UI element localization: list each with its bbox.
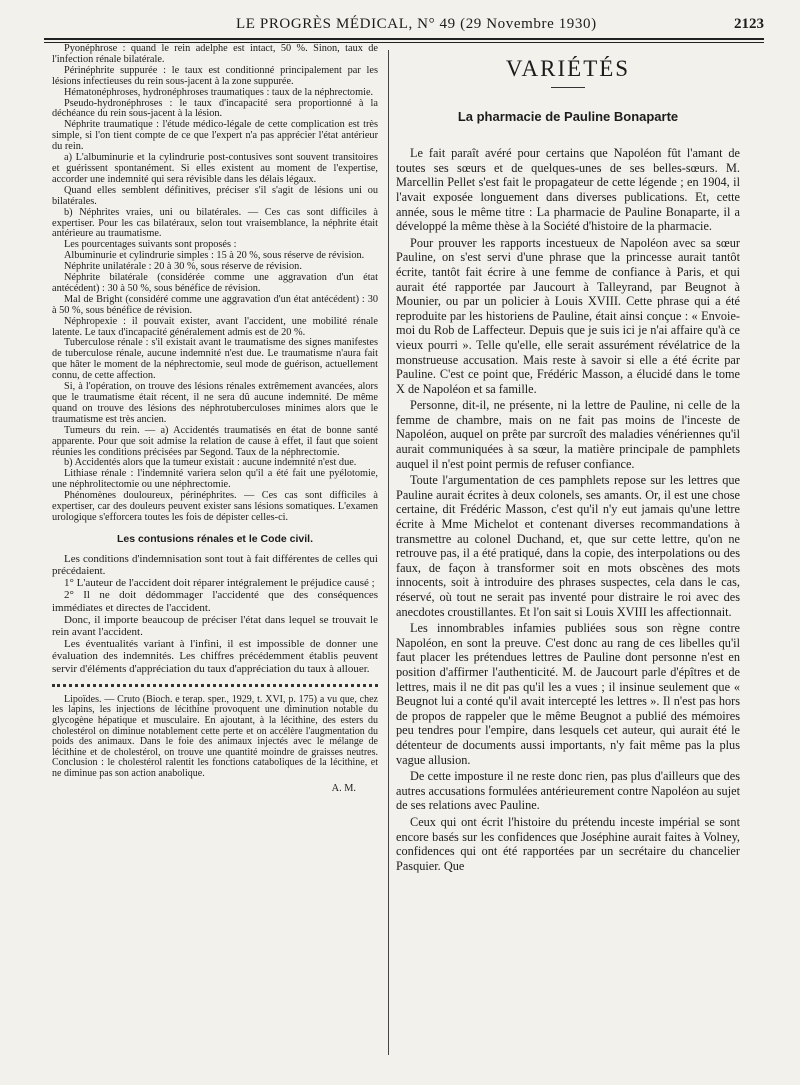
paragraph: Toute l'argumentation de ces pamphlets repose sur les lettres que Pauline aurait écrites à deux colonels, ses amants. Or, il est une chose certaine, dit Frédéric Masson, c'est qu'il n'y eut jamais qu'une lettre écrite à Mme Michelot et contenant diverses recommandations à transmettre au colonel Duchand, et, que sur cette lettre, qu'on ne retrouve pas, il a été pratiqué, dans la copie, des interpolations ou des faux, de façon à transformer soit en mots obscènes des mots innocents, soit à introduire des phrases suspectes, cela dans le cas, réservé, où tout ne serait pas inventé pour distraire le roi avec des anecdotes croustillantes. Et l'on sait si Louis XVIII les affectionnait.	[396, 473, 740, 619]
paragraph: Quand elles semblent définitives, préciser s'il s'agit de lésions uni ou bilatérales.	[52, 184, 378, 207]
paragraph: Pyonéphrose : quand le rein adelphe est intact, 50 %. Sinon, taux de l'infection rénale bilatérale.	[52, 43, 378, 65]
paragraph: Mal de Bright (considéré comme une aggravation d'un état antécédent) : 30 à 50 %, sous bénéfice de révision.	[52, 293, 378, 316]
column-separator	[388, 50, 389, 1055]
paragraph: a) L'albuminurie et la cylindrurie post-contusives sont souvent transitoires et guérissent spontanément. Si elles existent au moment de l'expertise, accorder une indemnité qui sera révisible dans les délais légaux.	[52, 152, 378, 185]
paragraph: Albuminurie et cylindrurie simples : 15 à 20 %, sous réserve de révision.	[64, 250, 365, 262]
paragraph: Ceux qui ont écrit l'histoire du prétendu inceste impérial se sont encore basés sur les confidences que Joséphine aurait faites à Volney, confidences qui ont été rapportées par un secrétaire du chancelier Pasquier. Que	[396, 814, 740, 873]
paragraph: Tumeurs du rein. — a) Accidentés traumatisés en état de bonne santé apparente. Pour que soit admise la relation de cause à effet, il faut que soient réunies les conditions précisées par Segond. Taux de la néphrectomie.	[52, 424, 378, 458]
paragraph: Pseudo-hydronéphroses : le taux d'incapacité sera proportionné à la déchéance du rein sous-jacent à la lésion.	[52, 97, 378, 120]
signature: A. M.	[331, 782, 356, 794]
dotted-separator	[52, 684, 378, 687]
right-column	[396, 56, 740, 875]
paragraph: Néphrite bilatérale (considérée comme une aggravation d'un état antécédent) : 30 à 50 %, sous bénéfice de révision.	[52, 272, 378, 294]
paragraph: Hématonéphroses, hydronéphroses traumatiques : taux de la néphrectomie.	[64, 86, 374, 98]
abstract-paragraph: Lipoïdes. — Cruto (Bioch. e terap. sper., 1929, t. XVI, p. 175) a vu que, chez les lapins, les injections de lécithine provoquent une diminution notable du glycogène hépatique et musculaire. En ajoutant, à la lécithine, des esters du cholestérol on diminue notablement cette perte et on accélère l'augmentation du poids des animaux. Dans le foie des animaux injectés avec le mélange de lécithine et de cholestérol, on trouve une quantité moindre de graisses neutres. Conclusion : le cholestérol ralentit les fonctions cataboliques de la lécithine, et ne diminue pas son action anabolique.	[52, 693, 378, 779]
paragraph: Néphropexie : il pouvait exister, avant l'accident, une mobilité rénale latente. Le taux d'incapacité généralement admis est de 20 %.	[52, 315, 378, 338]
article-title: La pharmacie de Pauline Bonaparte	[457, 108, 679, 124]
paragraph: Pour prouver les rapports incestueux de Napoléon avec sa sœur Pauline, on s'est servi d'une phrase que la princesse aurait tantôt écrite, tantôt fait écrire à une femme de confiance à Paris, et qui aurait été rapportée par Jaucourt à Talleyrand, par Beugnot à Mounier, ou par un policier à Louis XVIII. Cette phrase qui a été reproduite par les historiens de Pauline, était ainsi conçue : « Envoie-moi du Rob de Laffecteur. Depuis que je suis ici je n'ai affaire qu'à ce vieux pourri ». Telle qu'elle, elle serait assurément révélatrice de la monstrueuse accusation. Mais reste à savoir si elle a été écrite par Pauline. C'est ce point que, Frédéric Masson, a élucidé dans le tome X de Napoléon et sa famille.	[396, 235, 740, 396]
paragraph: Donc, il importe beaucoup de préciser l'état dans lequel se trouvait le rein avant l'accident.	[52, 613, 378, 638]
paragraph: b) Accidentés alors que la tumeur existait : aucune indemnité n'est due.	[64, 457, 357, 469]
paragraph: Périnéphrite suppurée : le taux est conditionné principalement par les lésions infectieuses du rein sous-jacent à la zone suppurée.	[52, 64, 378, 87]
paragraph: 1° L'auteur de l'accident doit réparer intégralement le préjudice causé ;	[64, 577, 375, 590]
left-column	[52, 44, 378, 794]
paragraph: De cette imposture il ne reste donc rien, pas plus d'ailleurs que des autres accusations formulées antérieurement contre Napoléon au sujet de ses relations avec Pauline.	[396, 769, 740, 813]
paragraph: Tuberculose rénale : s'il existait avant le traumatisme des signes manifestes de tuberculose rénale, aucune indemnité n'est due. Le traumatisme n'aura fait que hâter le moment de la néphrectomie, seul mode de guérison, actuellement connu, de cette affection.	[52, 337, 378, 382]
paragraph: Néphrite traumatique : l'étude médico-légale de cette complication est très simple, si l'on tient compte de ce que l'expert n'a pas apprécier l'état antérieur du rein.	[52, 119, 378, 153]
paragraph: Les éventualités variant à l'infini, il est impossible de donner une évaluation des indemnités. Les chiffres précédemment établis peuvent servir d'éléments d'appréciation du taux d'appréciation du taux à allouer.	[52, 638, 378, 675]
paragraph: Néphrite unilatérale : 20 à 30 %, sous réserve de révision.	[64, 261, 302, 273]
section-heading: VARIÉTÉS	[505, 56, 631, 81]
paragraph: Personne, dit-il, ne présente, ni la lettre de Pauline, ni celle de la femme de chambre, mais on ne fait pas moins de l'inceste de Napoléon, auquel on prête par surcroît des maladies vénériennes qu'il aurait communiquées à sa sœur, la matière principale de pamphlets auquel il n'est point permis de refuser confiance.	[396, 398, 740, 471]
section-title: Les contusions rénales et le Code civil.	[116, 532, 314, 545]
paragraph: Si, à l'opération, on trouve des lésions rénales extrêmement avancées, alors que le traumatisme était récent, il ne sera dû aucune indemnité. De même quand on trouve des lésions des néphrotuberculoses minimes alors que le traumatisme est très ancien.	[52, 381, 378, 425]
paragraph: Phénomènes douloureux, périnéphrites. — Ces cas sont difficiles à expertiser, car des douleurs peuvent exister sans lésions somatiques. L'examen urologique s'efforcera toutes les fois de dépister celles-ci.	[52, 490, 378, 523]
paragraph: b) Néphrites vraies, uni ou bilatérales. — Ces cas sont difficiles à expertiser. Pour les cas bilatéraux, selon tout vraisemblance, la néphrite était antérieure au traumatisme.	[52, 206, 378, 240]
heading-rule	[551, 87, 585, 88]
running-title: LE PROGRÈS MÉDICAL, N° 49 (29 Novembre 1930)	[236, 16, 597, 32]
paragraph: Les innombrables infamies publiées sous son règne contre Napoléon, en sont la preuve. C'est donc au rang de ces libelles qu'il faut placer les prétendues lettres de Pauline dont personne n'est en position d'affirmer l'authenticité. M. de Jaucourt parle d'épîtres et de lettres, mais il ne dit pas qu'il les a vues ; il insinue seulement que « Beugnot lui a conté qu'il avait intercepté les lettres ». Il n'est pas hors de propos de rappeler que le même Beugnot a publié des mémoires peu tendres pour l'empire, dans lesquels cet auteur, qui aurait été le détenteur de documents aussi importants, n'y fait même pas la plus vague allusion.	[396, 621, 740, 767]
paragraph: Les conditions d'indemnisation sont tout à fait différentes de celles qui précédaient.	[52, 552, 378, 577]
header-rule	[44, 38, 764, 40]
paragraph: Le fait paraît avéré pour certains que Napoléon fût l'amant de toutes ses sœurs et de quelques-unes de ses belles-sœurs. M. Marcellin Pellet s'est fait le propagateur de cette légende ; en 1904, il l'avait exposée longuement dans diverses publications. Et, cette année, sous le même titre : La pharmacie de Pauline Bonaparte, il a développé la même thèse à la Société d'histoire de la pharmacie.	[396, 146, 740, 234]
paragraph: Les pourcentages suivants sont proposés :	[64, 239, 237, 251]
paragraph: 2° Il ne doit dédommager l'accidenté que des conséquences immédiates et directes de l'accident.	[52, 589, 378, 614]
page-header	[36, 16, 764, 38]
paragraph: Lithiase rénale : l'indemnité variera selon qu'il a été fait une pyélotomie, une néphrolitectomie ou une néphrectomie.	[52, 468, 378, 491]
page-number: 2123	[734, 16, 764, 32]
